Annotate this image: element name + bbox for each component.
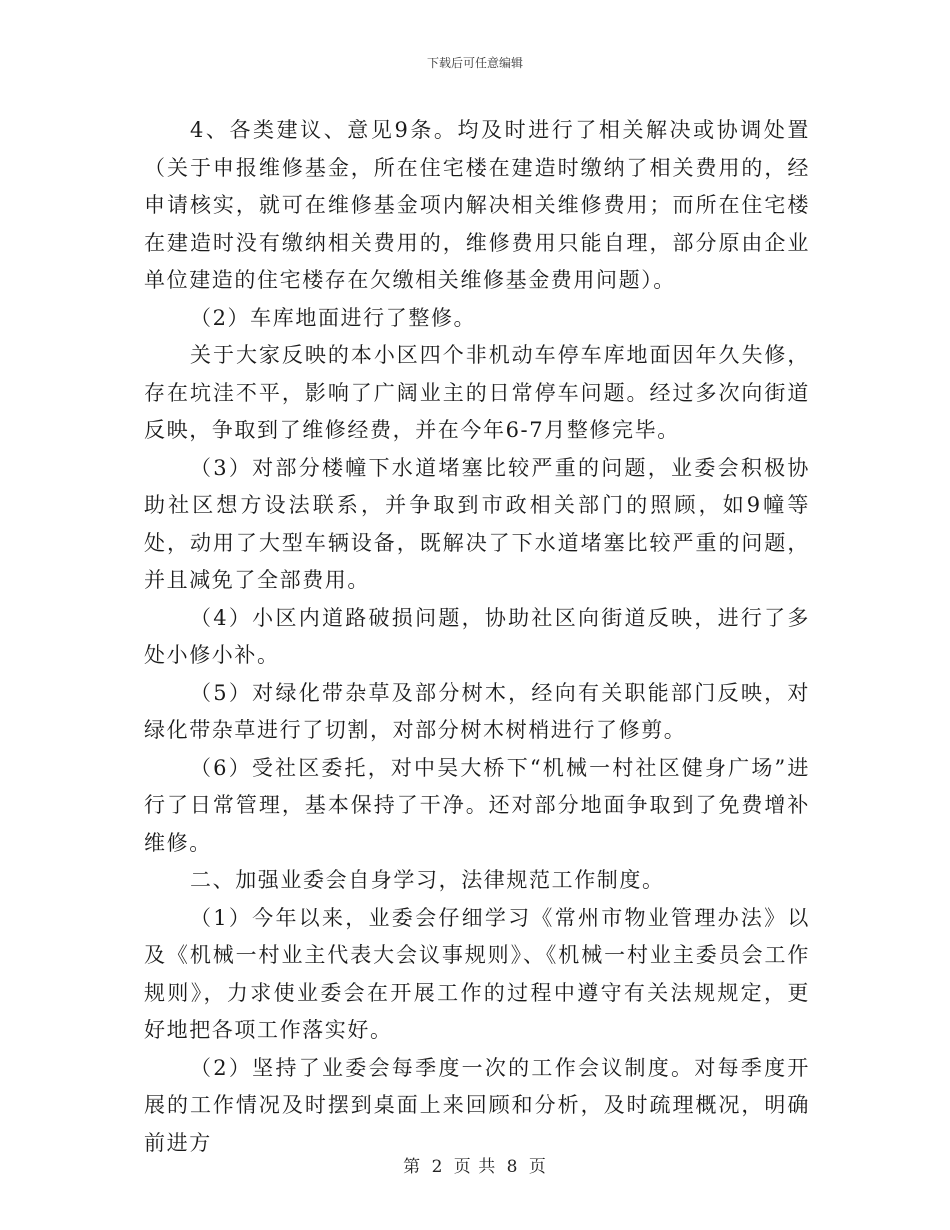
footer-prefix: 第: [403, 1157, 422, 1177]
document-body: [144, 112, 810, 1162]
page-footer: [0, 1152, 950, 1177]
footer-page-number: 2: [431, 1157, 444, 1177]
paragraph-roads: （4）小区内道路破损问题，协助社区向街道反映，进行了多处小修小补。: [144, 605, 810, 667]
footer-mid: 页 共: [453, 1157, 497, 1177]
page-header: 下载后可任意编辑: [426, 56, 523, 70]
paragraph-meetings: （2）坚持了业委会每季度一次的工作会议制度。对每季度开展的工作情况及时摆到桌面上来回顾和分析，及时疏理概况，明确前进方: [144, 1055, 810, 1155]
section-heading-two: 二、加强业委会自身学习，法律规范工作制度。: [190, 868, 665, 892]
paragraph-garage-detail: 关于大家反映的本小区四个非机动车停车库地面因年久失修，存在坑洼不平，影响了广阔业主的日常停车问题。经过多次向街道反映，争取到了维修经费，并在今年6-7月整修完毕。: [144, 343, 810, 442]
paragraph-study: （1）今年以来，业委会仔细学习《常州市物业管理办法》以及《机械一村业主代表大会议事规则》、《机械一村业主委员会工作规则》，力求使业委会在开展工作的过程中遵守有关法规规定，更好地把各项工作落实好。: [144, 905, 810, 1042]
footer-suffix: 页: [528, 1157, 547, 1177]
paragraph-greenery: （5）对绿化带杂草及部分树木，经向有关职能部门反映，对绿化带杂草进行了切割，对部分树木树梢进行了修剪。: [144, 680, 810, 742]
paragraph-sewer: （3）对部分楼幢下水道堵塞比较严重的问题，业委会积极协助社区想方设法联系，并争取到市政相关部门的照顾，如9幢等处，动用了大型车辆设备，既解决了下水道堵塞比较严重的问题，并且减免了全部费用。: [144, 455, 810, 592]
paragraph-garage-heading: （2）车库地面进行了整修。: [190, 305, 477, 330]
paragraph-fitness-plaza: （6）受社区委托，对中吴大桥下“机械一村社区健身广场”进行了日常管理，基本保持了干净。还对部分地面争取到了免费增补维修。: [144, 755, 810, 855]
paragraph-suggestions: 4、各类建议、意见9条。均及时进行了相关解决或协调处置（关于申报维修基金，所在住宅楼在建造时缴纳了相关费用的，经申请核实，就可在维修基金项内解决相关维修费用；而所在住宅楼在建造时没有缴纳相关费用的，维修费用只能自理，部分原由企业单位建造的住宅楼存在欠缴相关维修基金费用问题）。: [144, 118, 810, 292]
footer-total-pages: 8: [506, 1157, 519, 1177]
